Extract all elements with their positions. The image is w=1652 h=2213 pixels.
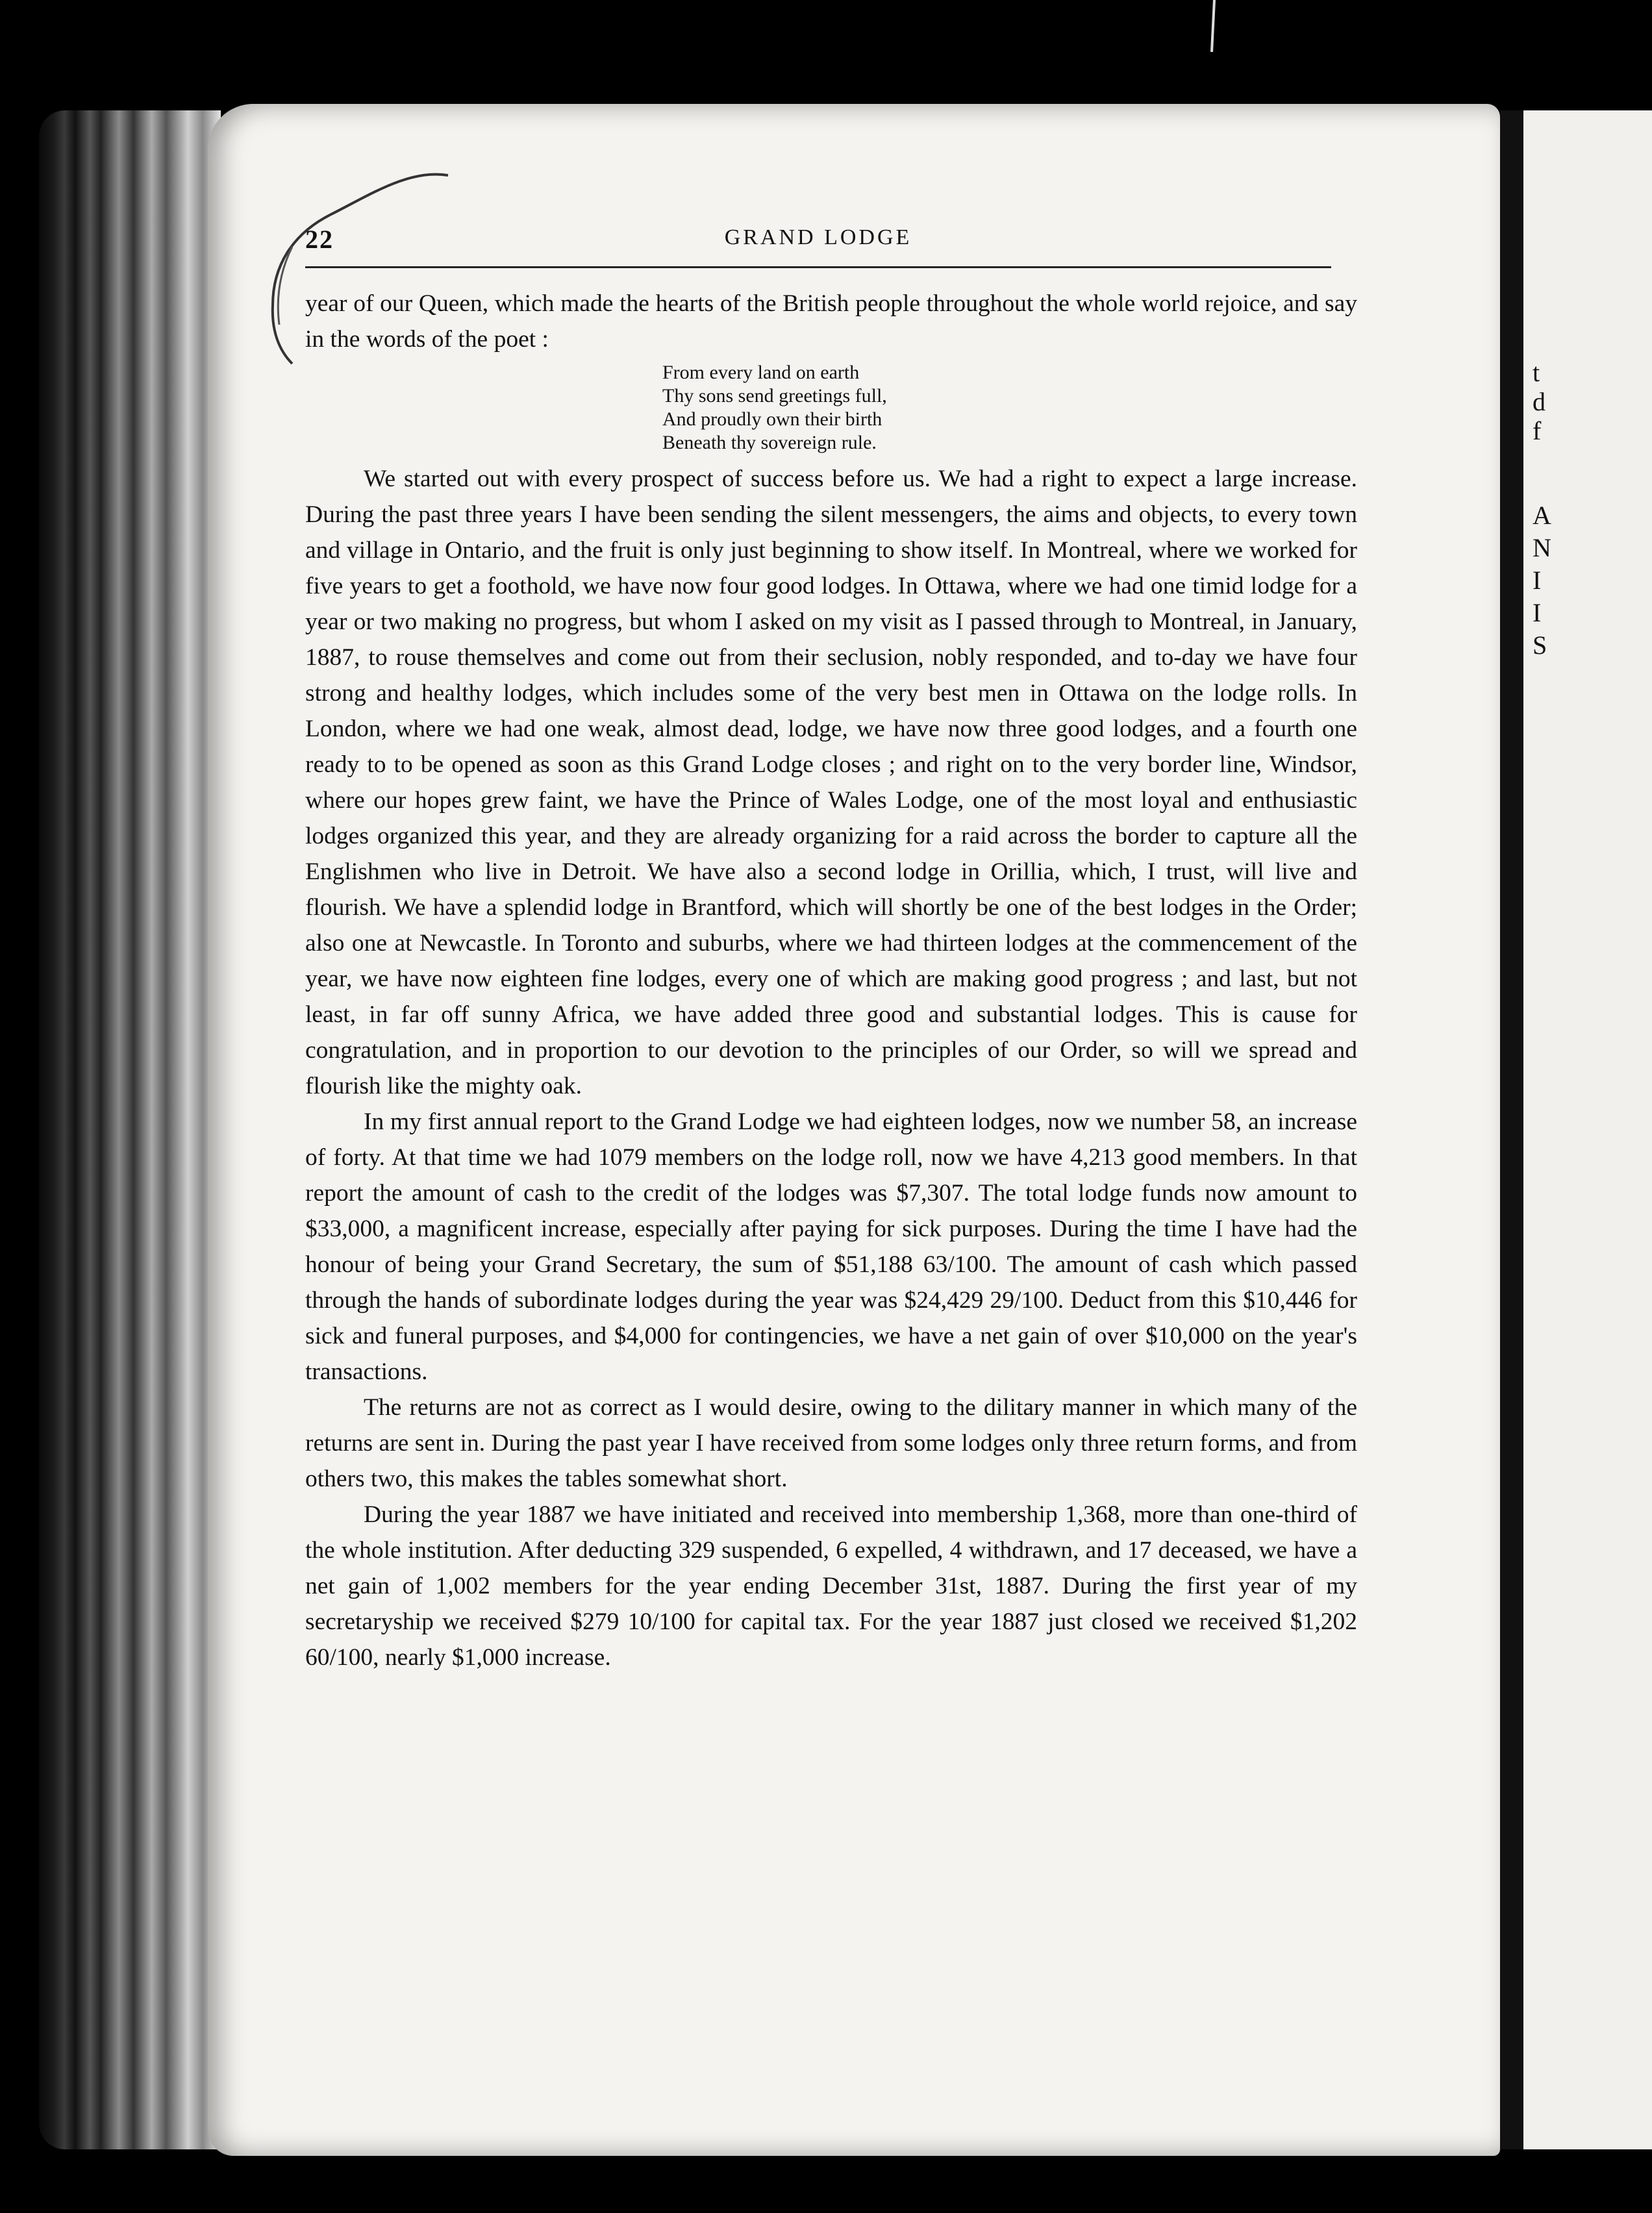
- right-page-letter: d: [1533, 387, 1546, 416]
- book-edge: [39, 110, 221, 2149]
- running-head: GRAND LODGE: [724, 225, 912, 249]
- right-page-letter: N: [1533, 533, 1551, 562]
- paragraph: In my first annual report to the Grand Lodge we had eighteen lodges, now we number 58, an increase of forty. At that time we had 1079 members on the lodge roll, now we have 4,213 good members. In that report the amount of cash to the credit of the lodges was $7,307. The total lodge funds now amount to $33,000, a magnificent increase, especially after paying for sick purposes. During the time I have had the honour of being your Grand Secretary, the sum of $51,188 63/100. The amount of cash which passed through the hands of subordinate lodges during the year was $24,429 29/100. Deduct from this $10,446 for sick and funeral purposes, and $4,000 for contingencies, we have a net gain of over $10,000 on the year's transactions.: [305, 1108, 1357, 1385]
- paragraph: year of our Queen, which made the hearts of the British people throughout the whole world rejoice, and say in the words of the poet :: [305, 290, 1357, 353]
- paragraph: During the year 1887 we have initiated and received into membership 1,368, more than one-third of the whole institution. After deducting 329 suspended, 6 expelled, 4 withdrawn, and 17 deceased, we have a net gain of 1,002 members for the year ending December 31st, 1887. During the first year of my secretaryship we received $279 10/100 for capital tax. For the year 1887 just closed we received $1,202 60/100, nearly $1,000 increase.: [305, 1501, 1357, 1671]
- poem-line: And proudly own their birth: [662, 408, 882, 430]
- page-number: 22: [305, 225, 334, 254]
- top-edge-mark: [1201, 0, 1227, 58]
- right-page-letter: A: [1533, 501, 1551, 530]
- right-page-fragment: [1500, 110, 1652, 2149]
- poem-line: Thy sons send greetings full,: [662, 385, 887, 406]
- poem: [662, 361, 1357, 455]
- page-header: [305, 224, 1331, 269]
- poem-line: From every land on earth: [662, 362, 860, 383]
- right-page-letter: t: [1533, 358, 1540, 387]
- header-rule: [305, 266, 1331, 268]
- paragraph: We started out with every prospect of success before us. We had a right to expect a large increase. During the past three years I have been sending the silent messengers, the aims and objects, to every town and village in Ontario, and the fruit is only just beginning to show itself. In Montreal, where we worked for five years to get a foothold, we have now four good lodges. In Ottawa, where we had one timid lodge for a year or two making no progress, but whom I asked on my visit as I passed through to Montreal, in January, 1887, to rouse themselves and come out from their seclusion, nobly responded, and to-day we have four strong and healthy lodges, which includes some of the very best men in Ottawa on the lodge rolls. In London, where we had one weak, almost dead, lodge, we have now three good lodges, and a fourth one ready to to be opened as soon as this Grand Lodge closes ; and right on to the very border line, Windsor, where our hopes grew faint, we have the Prince of Wales Lodge, one of the most loyal and enthusiastic lodges organized this year, and they are already organizing for a raid across the border to capture all the Englishmen who live in Detroit. We have also a second lodge in Orillia, which, I trust, will live and flourish. We have a splendid lodge in Brantford, which will shortly be one of the best lodges in the Order; also one at Newcastle. In Toronto and suburbs, where we had thirteen lodges at the commencement of the year, we have now eighteen fine lodges, every one of which are making good progress ; and last, but not least, in far off sunny Africa, we have added three good and substantial lodges. This is cause for congratulation, and in proportion to our devotion to the principles of our Order, so will we spread and flourish like the mighty oak.: [305, 466, 1357, 1099]
- poem-line: Beneath thy sovereign rule.: [662, 432, 877, 453]
- right-page-letter: f: [1533, 416, 1542, 445]
- right-page-letter: I: [1533, 598, 1542, 627]
- body-text: [305, 286, 1357, 1675]
- right-page-letter: S: [1533, 631, 1547, 660]
- right-page-letter: I: [1533, 566, 1542, 595]
- paragraph: The returns are not as correct as I would desire, owing to the dilitary manner in which many of the returns are sent in. During the past year I have received from some lodges only three return forms, and from others two, this makes the tables somewhat short.: [305, 1394, 1357, 1492]
